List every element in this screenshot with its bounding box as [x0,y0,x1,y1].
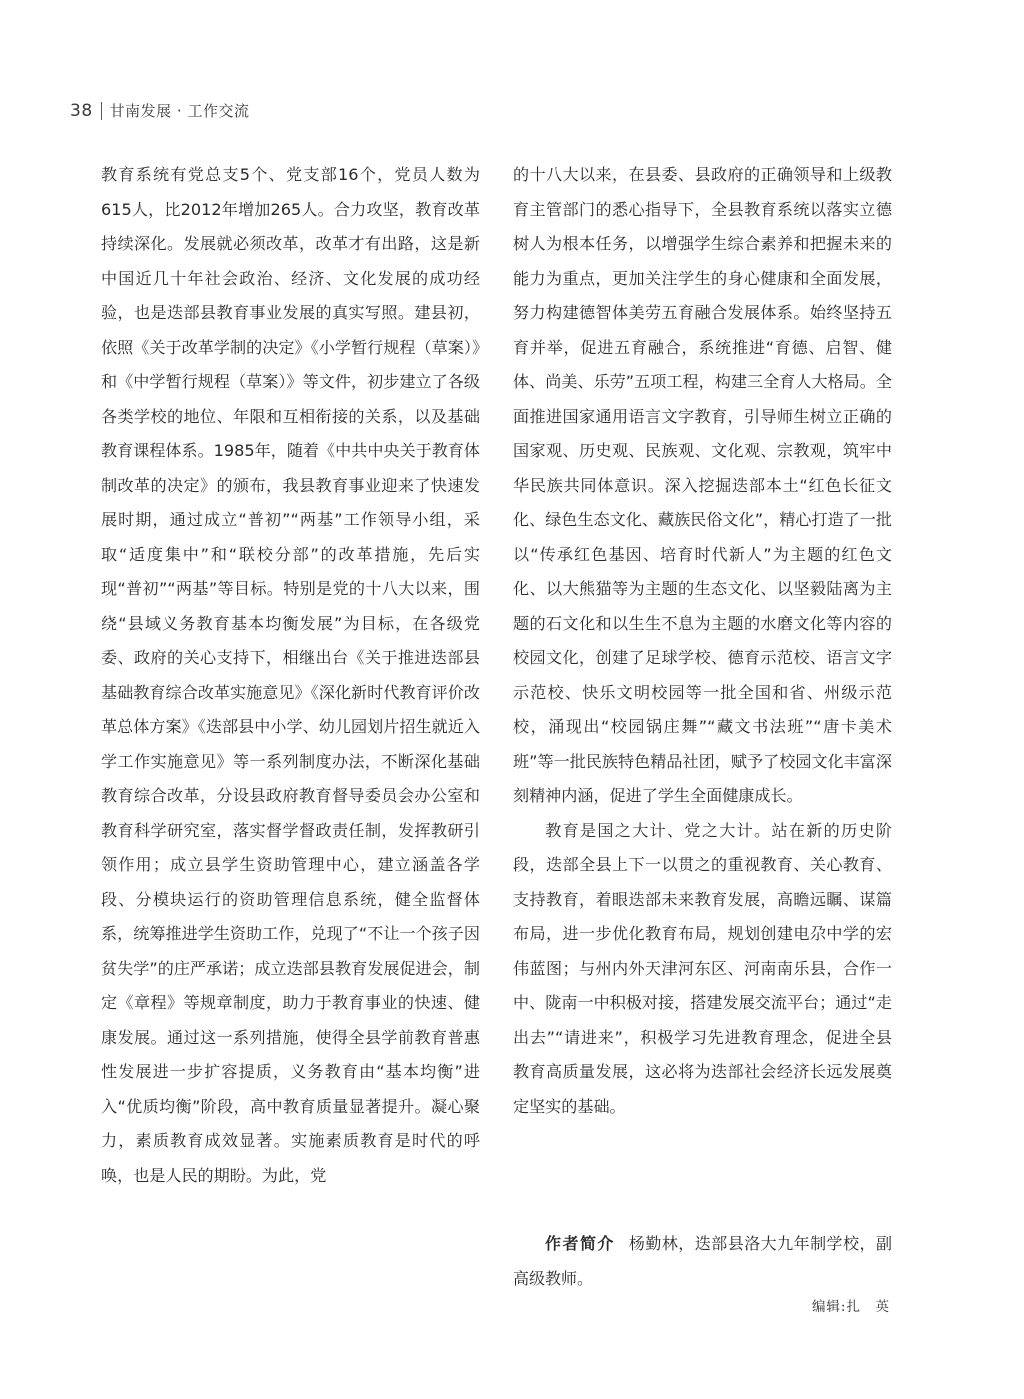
right-column-paragraph-1: 的十八大以来，在县委、县政府的正确领导和上级教育主管部门的悉心指导下，全县教育系统以落实立德树人为根本任务，以增强学生综合素养和把握未来的能力为重点，更加关注学生的身心健康和全面发展，努力构建德智体美劳五育融合发展体系。始终坚持五育并举，促进五育融合，系统推进“育德、启智、健体、尚美、乐劳”五项工程，构建三全育人大格局。全面推进国家通用语言文字教育，引导师生树立正确的国家观、历史观、民族观、文化观、宗教观，筑牢中华民族共同体意识。深入挖掘迭部本土“红色长征文化、绿色生态文化、藏族民俗文化”，精心打造了一批以“传承红色基因、培育时代新人”为主题的红色文化、以大熊猫等为主题的生态文化、以坚毅陆离为主题的石文化和以生生不息为主题的水磨文化等内容的校园文化，创建了足球学校、德育示范校、语言文字示范校、快乐文明校园等一批全国和省、州级示范校，涌现出“校园锅庄舞”“藏文书法班”“唐卡美术班”等一批民族特色精品社团，赋予了校园文化丰富深刻精神内涵，促进了学生全面健康成长。 [513,165,892,805]
left-column [101,158,480,1193]
journal-section-title: 甘南发展 · 工作交流 [109,102,250,120]
author-bio-text: 杨勤林，迭部县洛大九年制学校，副高级教师。 [513,1234,892,1288]
running-header [70,100,249,121]
right-column [513,158,892,1124]
editor-credit: 编辑:扎 英 [811,1299,890,1315]
author-bio-label: 作者简介 [545,1234,615,1253]
author-bio [513,1227,892,1296]
right-column-paragraph-2: 教育是国之大计、党之大计。站在新的历史阶段，迭部全县上下一以贯之的重视教育、关心教育、支持教育，着眼迭部未来教育发展，高瞻远瞩、谋篇布局，进一步优化教育布局，规划创建电尕中学的宏伟蓝图；与州内外天津河东区、河南南乐县，合作一中、陇南一中积极对接，搭建发展交流平台；通过“走出去”“请进来”，积极学习先进教育理念，促进全县教育高质量发展，这必将为迭部社会经济长远发展奠定坚实的基础。 [513,820,892,1116]
page-number: 38 [70,100,93,121]
left-column-paragraph: 教育系统有党总支5个、党支部16个，党员人数为615人，比2012年增加265人。合力攻坚，教育改革持续深化。发展就必须改革，改革才有出路，这是新中国近几十年社会政治、经济、文化发展的成功经验，也是迭部县教育事业发展的真实写照。建县初，依照《关于改革学制的决定》《小学暂行规程（草案）》和《中学暂行规程（草案）》等文件，初步建立了各级各类学校的地位、年限和互相衔接的关系，以及基础教育课程体系。1985年，随着《中共中央关于教育体制改革的决定》的颁布，我县教育事业迎来了快速发展时期，通过成立“普初”“两基”工作领导小组，采取“适度集中”和“联校分部”的改革措施，先后实现“普初”“两基”等目标。特别是党的十八大以来，围绕“县域义务教育基本均衡发展”为目标，在各级党委、政府的关心支持下，相继出台《关于推进迭部县基础教育综合改革实施意见》《深化新时代教育评价改革总体方案》《迭部县中小学、幼儿园划片招生就近入学工作实施意见》等一系列制度办法，不断深化基础教育综合改革，分设县政府教育督导委员会办公室和教育科学研究室，落实督学督政责任制，发挥教研引领作用；成立县学生资助管理中心，建立涵盖各学段、分模块运行的资助管理信息系统，健全监督体系，统筹推进学生资助工作，兑现了“不让一个孩子因贫失学”的庄严承诺；成立迭部县教育发展促进会，制定《章程》等规章制度，助力于教育事业的快速、健康发展。通过这一系列措施，使得全县学前教育普惠性发展进一步扩容提质，义务教育由“基本均衡”进入“优质均衡”阶段，高中教育质量显著提升。凝心聚力，素质教育成效显著。实施素质教育是时代的呼唤，也是人民的期盼。为此，党 [101,165,480,1185]
header-divider [101,102,102,120]
